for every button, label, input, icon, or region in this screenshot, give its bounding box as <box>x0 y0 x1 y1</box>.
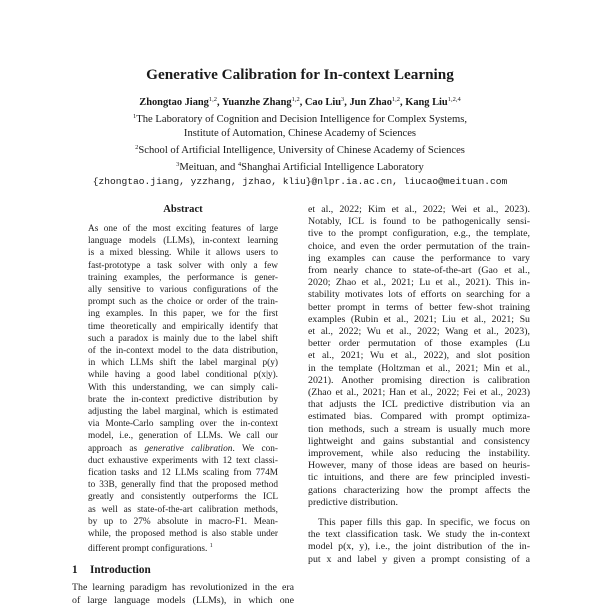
abstract-line: adjusting the label marginal, which is estimated <box>88 407 278 418</box>
body-line: et al., 2022; Kim et al., 2022; Wei et al., 2023). <box>308 204 530 215</box>
abstract-line: by up to 27% absolute in macro-F1. Mean- <box>88 516 278 527</box>
body-line: better order permutation of those examples (Lu <box>308 338 530 350</box>
body-line: estimated bias. Compared with prompt optimiza- <box>308 411 530 423</box>
abstract-line: ing examples. In this paper, we for the first <box>88 309 278 320</box>
abstract-line: training examples, the performance is gener- <box>88 272 278 283</box>
body-line: Notably, ICL is found to be pathogenically sensi- <box>308 216 530 228</box>
section-heading-introduction: 1 Introduction <box>72 564 151 577</box>
intro-paragraph-2 <box>308 517 530 566</box>
abstract-line: to 33B, generally find that the proposed method <box>88 480 278 491</box>
abstract-line: ally sensitive to various configurations of the <box>88 285 278 296</box>
body-line: This paper fills this gap. In specific, we focus on <box>318 517 530 529</box>
abstract-body <box>88 223 278 555</box>
abstract-line: while having a good label conditional p(x|y). <box>88 370 278 381</box>
body-line: 2020; Zhao et al., 2021; Lu et al., 2021). This in- <box>308 277 530 289</box>
abstract-line: as well as state-of-the-art calibration methods, <box>88 504 278 515</box>
abstract-line: different prompt configurations. $^1$ <box>88 543 213 555</box>
abstract-line: greatly and consistently outperforms the ICL <box>88 492 278 503</box>
abstract-line: such a paradox is mainly due to the label shift <box>88 333 278 344</box>
abstract-line: duct exhaustive experiments with 12 text classi- <box>88 455 278 466</box>
body-line: improvement, while also reducing the instability. <box>308 448 530 460</box>
affiliation-2: $^2$School of Artificial Intelligence, University of Chinese Academy of Sciences <box>135 144 465 156</box>
body-line: tion methods, such a stream is usually much more <box>308 423 530 435</box>
abstract-line: fast-prototype a task solver with only a few <box>88 260 278 271</box>
abstract-line: time theoretically and empirically identify that <box>88 321 278 332</box>
body-line: choice, and even the order permutation of the train- <box>308 240 530 252</box>
footnote-marker[interactable]: 1 <box>209 543 213 550</box>
author-affiliation-mark: 1,2 <box>208 96 217 103</box>
author-name: Yuanzhe Zhang <box>221 97 292 108</box>
body-line: et al., 2021; Wu et al., 2022), and slot position <box>308 350 530 362</box>
body-line: examples (Rubin et al., 2021; Liu et al., 2021; Su <box>308 313 530 325</box>
abstract-line: via Monte-Carlo sampling over the in-context <box>88 419 278 430</box>
abstract-line: With this understanding, we can simply cali- <box>88 382 278 393</box>
approach-name: generative calibration <box>144 443 233 454</box>
affiliation-1-cont: Institute of Automation, Chinese Academy of Sciences <box>183 128 417 139</box>
abstract-line: language models (LLMs), in-context learning <box>88 236 278 247</box>
body-line: lightweight and gains substantial and consistency <box>308 435 530 447</box>
body-line: in the template (Holtzman et al., 2021; Min et al., <box>308 362 530 374</box>
abstract-line: model, i.e., generation of LLMs. We call our <box>88 431 278 442</box>
body-line: tic intuitions, and there are few principled investi- <box>308 472 530 484</box>
body-line: from nearly chance to state-of-the-art (Gao et al., <box>308 265 530 277</box>
abstract-heading: Abstract <box>163 204 203 215</box>
abstract-line: fication tasks and 12 LLMs scaling from 774M <box>88 468 278 479</box>
body-line: However, many of those ideas are based on heuris- <box>308 460 530 472</box>
author-name: Cao Liu <box>304 97 342 108</box>
body-line: that adjusts the ICL predictive distribution via an <box>308 399 530 411</box>
abstract-line: in which LLMs shift the label marginal p(y) <box>88 358 278 369</box>
author-affiliation-mark: 1,2 <box>291 96 300 103</box>
body-line: model p(x, y), i.e., the joint distribution of the in- <box>308 541 530 553</box>
body-line: The learning paradigm has revolutionized in the era <box>72 582 294 594</box>
body-line: tive to the prompt configuration, e.g., the template, <box>308 228 530 240</box>
author-name: Jun Zhao <box>349 97 392 108</box>
body-line: the text classification task. We study the in-context <box>308 529 530 541</box>
abstract-line: of the in-context model to the data distribution, <box>88 346 278 357</box>
intro-paragraph-1 <box>308 204 530 509</box>
body-line: better prompt in terms of better few-shot training <box>308 301 530 313</box>
affiliation-1: $^1$The Laboratory of Cognition and Decision Intelligence for Complex Systems, <box>133 113 467 125</box>
body-line: gations characterizing how the prompt affects the <box>308 484 530 496</box>
author-name: Kang Liu <box>405 97 448 108</box>
abstract-line: prompt such as the choice or order of the train- <box>88 297 278 308</box>
body-line: stability motivates lots of efforts on searching for a <box>308 289 530 301</box>
intro-left-text <box>72 582 294 606</box>
author-list: Zhongtao Jiang$^{1,2}$, Yuanzhe Zhang$^{1,2}$, Cao Liu$^3$, Jun Zhao$^{1,2}$, Kang Liu$^{1,2,4}$ <box>139 96 461 108</box>
author-affiliation-mark: 1,2,4 <box>447 96 461 103</box>
abstract-line: As one of the most exciting features of large <box>88 224 278 234</box>
body-line: predictive distribution. <box>308 496 398 508</box>
left-column <box>72 204 294 607</box>
body-line: of large language models (LLMs), in which one <box>72 594 294 606</box>
body-line: (Zhao et al., 2021; Han et al., 2022; Fei et al., 2023) <box>308 387 530 399</box>
paragraph-gap <box>308 509 530 517</box>
author-affiliation-mark: 1,2 <box>391 96 401 103</box>
body-line: 2021). Another promising direction is calibration <box>308 374 530 386</box>
abstract-line: approach as generative calibration. We con- <box>88 443 278 454</box>
affiliations <box>0 110 600 189</box>
body-line: ing examples can cause the performance to vary <box>308 252 530 264</box>
abstract-line: is a mixed blessing. While it allows users to <box>88 248 278 259</box>
author-affiliation-mark: 3 <box>341 96 345 103</box>
abstract-line: brate the in-context predictive distribution by <box>88 394 278 405</box>
paper-title: Generative Calibration for In-context Learning <box>146 66 454 83</box>
author-emails: {zhongtao.jiang, yzzhang, jzhao, kliu}@nlpr.ia.ac.cn, liucao@meituan.com <box>92 176 508 187</box>
abstract-line: while, the proposed method is also stable under <box>88 529 278 540</box>
body-line: et al., 2022; Wu et al., 2022; Wang et al., 2023), <box>308 326 530 338</box>
affiliation-3-4: $^3$Meituan, and $^4$Shanghai Artificial Intelligence Laboratory <box>176 161 424 173</box>
body-line: put x and label y given a prompt consisting of a <box>308 553 530 565</box>
author-name: Zhongtao Jiang <box>139 97 209 108</box>
right-column <box>308 204 530 566</box>
